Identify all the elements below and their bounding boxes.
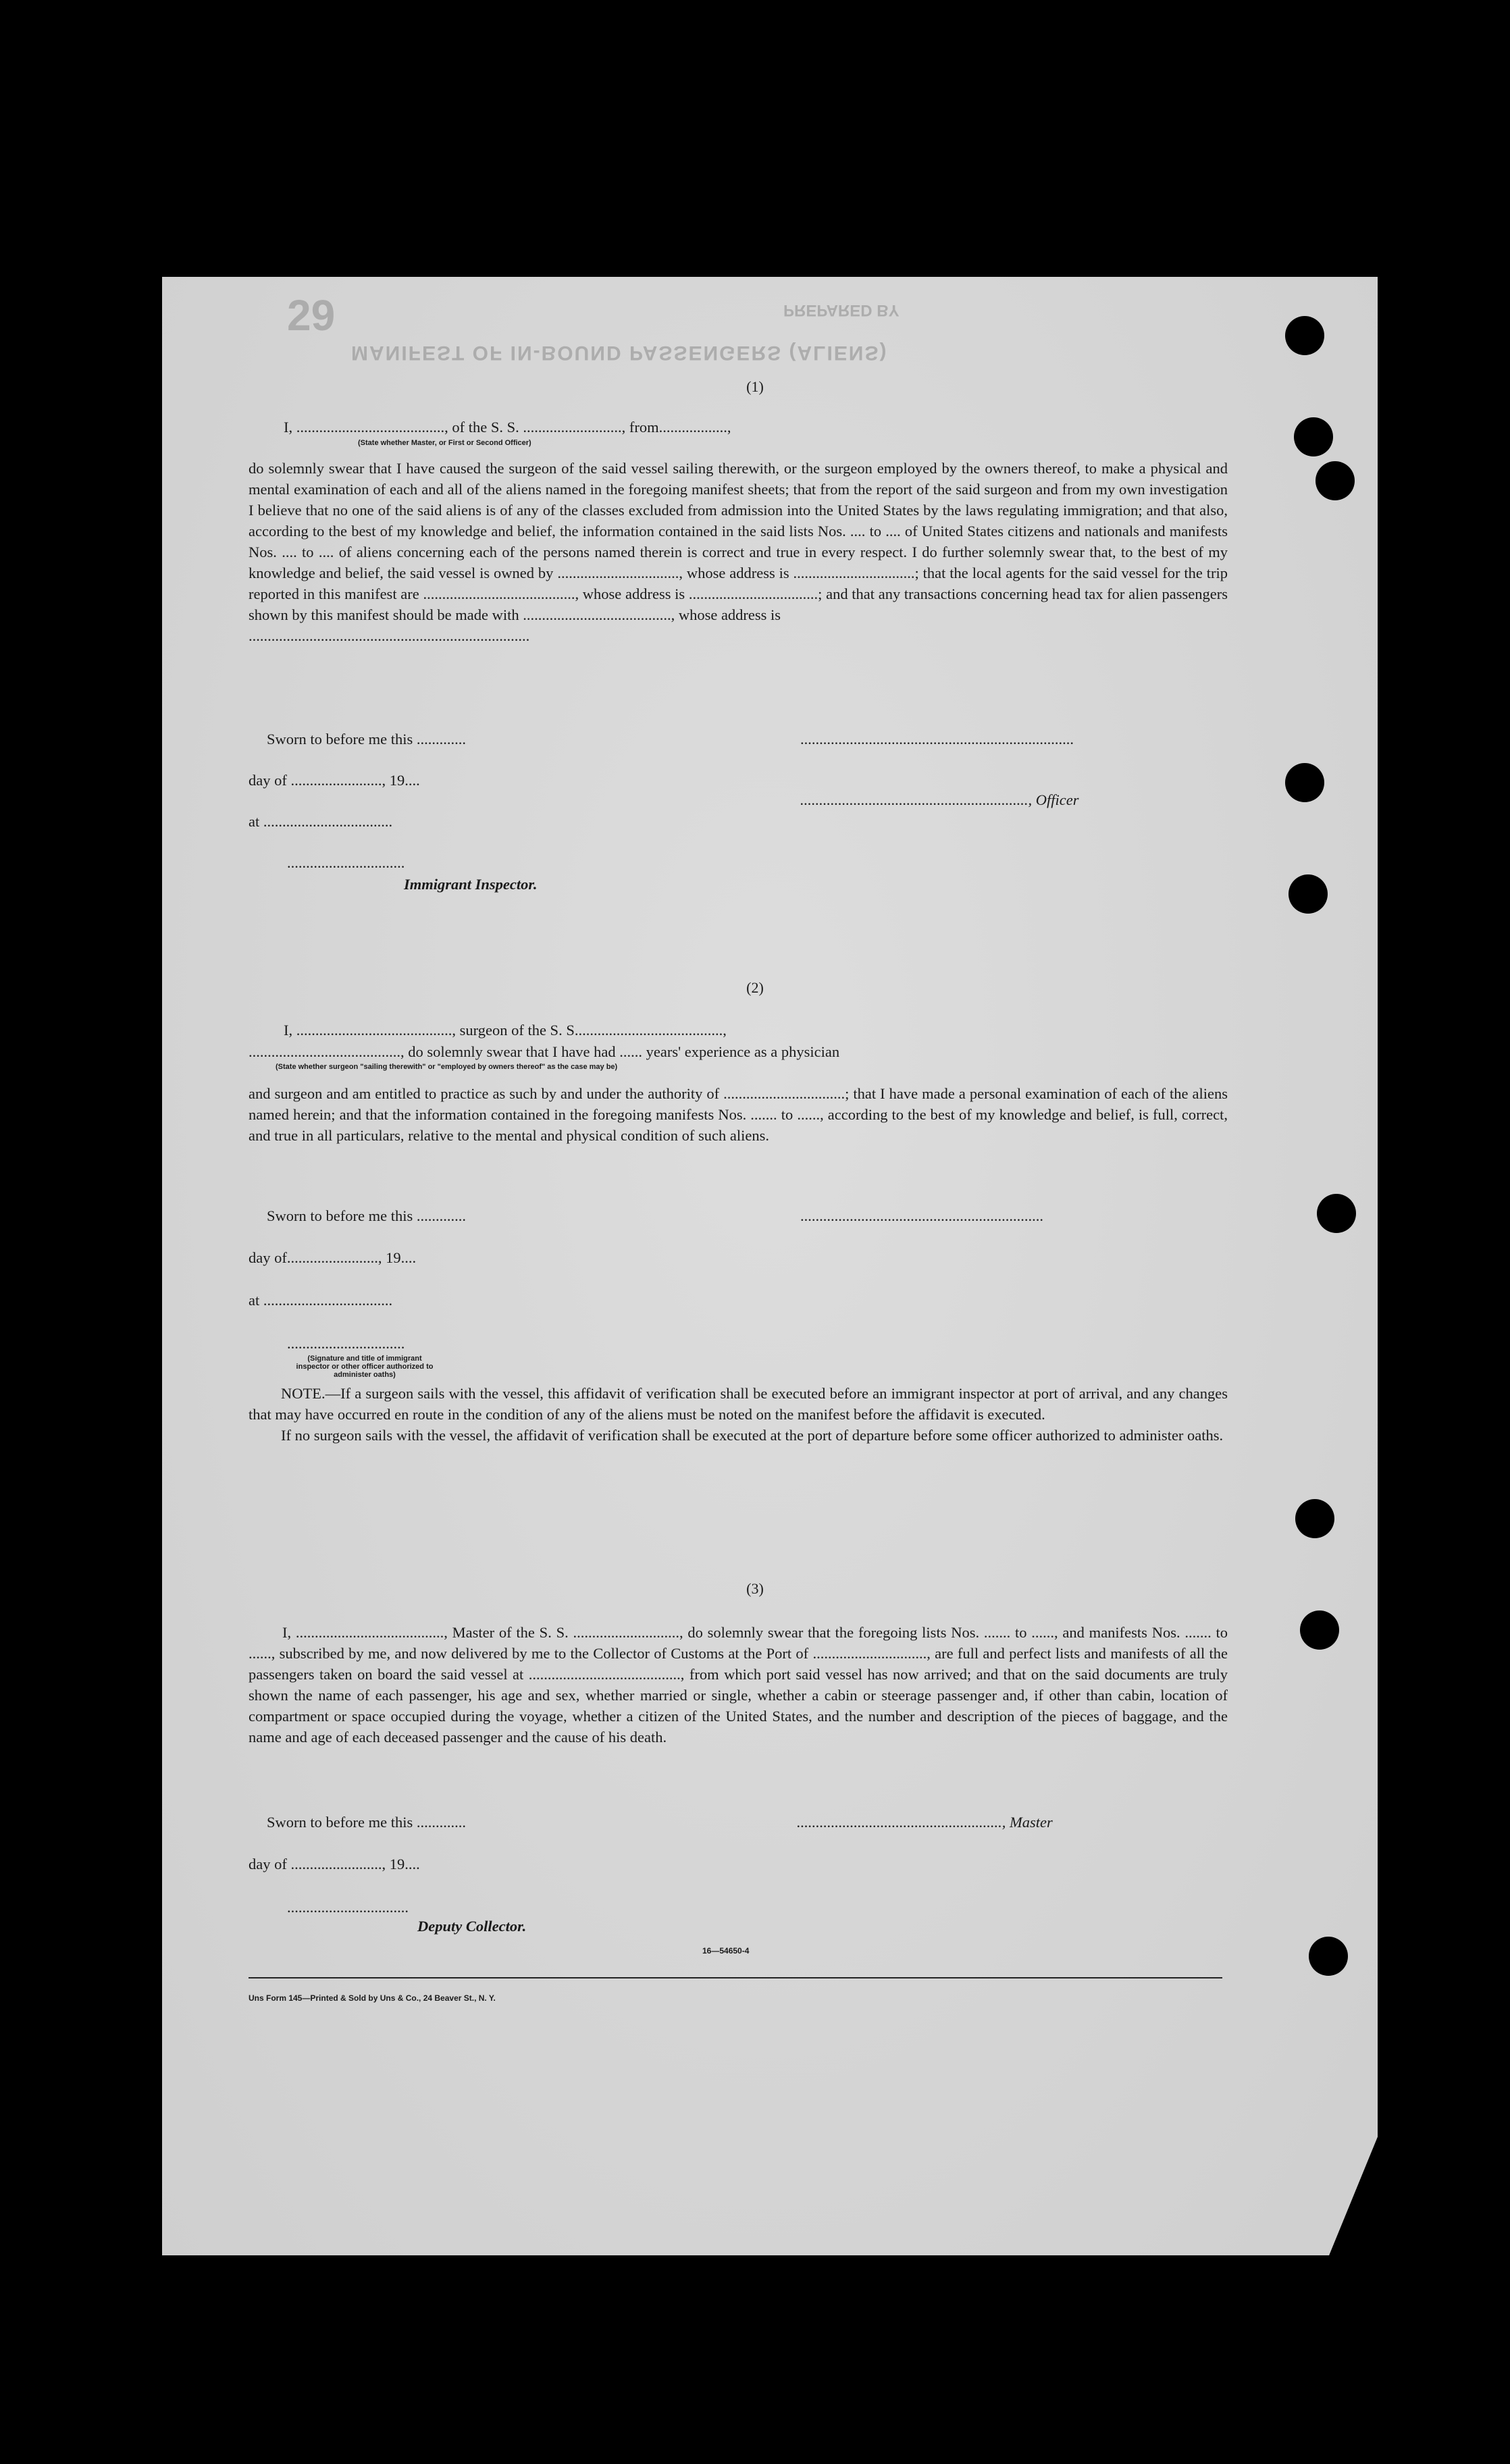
inspector-label: Immigrant Inspector. — [404, 876, 538, 893]
page-number: 29 — [287, 291, 336, 340]
officer-line-text: ............................................................, Officer — [800, 791, 1079, 808]
right-signature-dots-1: ........................................................................ — [800, 731, 1074, 748]
form-code: 16—54650-4 — [702, 1946, 750, 1956]
officer-hint: (State whether Master, or First or Second Officer) — [358, 439, 531, 447]
signature-hint-text: (Signature and title of immigrant inspector or other officer authorized to administer oaths) — [296, 1355, 434, 1379]
section-1-body: do solemnly swear that I have caused the surgeon of the said vessel sailing therewith, or the surgeon employed by the owners thereof, to make a physical and mental examination of each and all of the aliens named in the foregoing manifest sheets; that from the report of the said surgeon and from my own investigation I believe that no one of the said aliens is of any of the classes excluded from admission into the United States by the laws regulating immigration; and that also, according to the best of my knowledge and belief, the information contained in the said lists Nos. .... to .... of United States citizens and nationals and manifests Nos. .... to .... of aliens concerning each of the persons named therein is correct and true in every respect. I do further solemnly swear that, to the best of my knowledge and belief, the said vessel is owned by ................................, whose address is ................................; that the local agents for the said vessel for the trip reported in this manifest are ........................................, whose address is ..................................; and that any transactions concerning head tax for alien passengers shown by this manifest should be made with ......................................., whose address is — [249, 460, 1228, 623]
manifest-title: MANIFEST OF IN-BOUND PASSENGERS (ALIENS) — [351, 342, 888, 364]
day-of-line-3: day of ........................, 19.... — [249, 1856, 420, 1872]
day-of-line-2: day of........................, 19.... — [249, 1249, 417, 1266]
section-2-line-2: ........................................, do solemnly swear that I have had ...... years' experience as a physician — [249, 1043, 840, 1060]
section-3-number: (3) — [746, 1580, 764, 1597]
footer-divider — [249, 1977, 1222, 1978]
section-1-number: (1) — [746, 378, 764, 395]
section-2-number: (2) — [746, 979, 764, 996]
day-of-line-1: day of ........................, 19.... — [249, 772, 420, 789]
sworn-line-3: Sworn to before me this ............. — [267, 1814, 466, 1831]
surgeon-hint: (State whether surgeon "sailing therewith" or "employed by owners thereof" as the case may be) — [276, 1063, 618, 1071]
right-signature-dots-2: ................................................................ — [800, 1207, 1043, 1224]
printer-imprint: Uns Form 145—Printed & Sold by Uns & Co., 24 Beaver St., N. Y. — [249, 1993, 496, 2003]
note-1: NOTE.—If a surgeon sails with the vessel, this affidavit of verification shall be executed before an immigrant inspector at port of arrival, and any changes that may have occurred en route in the condition of any of the aliens must be noted on the manifest before the affidavit is executed. — [249, 1385, 1228, 1423]
section-1-opening: I, ......................................., of the S. S. .........................., from.................., — [284, 419, 731, 436]
deputy-collector-label: Deputy Collector. — [417, 1918, 527, 1935]
at-line-1: at .................................. — [249, 813, 393, 830]
at-line-2: at .................................. — [249, 1292, 393, 1309]
inspector-signature-dots: ............................... — [287, 854, 405, 871]
prepared-by-label: PREPARED BY — [783, 301, 900, 319]
section-2-line-1: I, ........................................., surgeon of the S. S......................................., — [284, 1022, 727, 1039]
master-line: ......................................................, Master — [797, 1814, 1053, 1831]
section-3-oath: I, ......................................., Master of the S. S. ............................, do solemnly swear that the foregoing lists Nos. ....... to ......, and manifests Nos. ....... to ......, subscribed by me, and now delivered by me to the Collector of Customs at the Port of .............................., are full and perfect lists and manifests of all the passengers taken on board the said vessel at ........................................, from which port said vessel has now arrived; and that on the said documents are truly shown the name of each passenger, his age and sex, whether married or single, whether a cabin or steerage passenger and, if other than cabin, location of compartment or space occupied during the voyage, whether a citizen of the United States, and the number and description of the pieces of baggage, and the name and age of each deceased passenger and the cause of his death. — [249, 1624, 1228, 1746]
inspector-signature-dots-2: ............................... — [287, 1335, 405, 1352]
sworn-line-2: Sworn to before me this ............. — [267, 1207, 466, 1224]
note-2: If no surgeon sails with the vessel, the affidavit of verification shall be executed at the port of departure before some officer authorized to administer oaths. — [281, 1427, 1224, 1444]
section-1-trailing-dots: .......................................................................... — [249, 627, 530, 644]
section-2-oath: and surgeon and am entitled to practice as such by and under the authority of ................................; that I have made a personal examination of each of the aliens named herein; and that the information contained in the foregoing manifests Nos. ....... to ......, according to the best of my knowledge and belief, is full, correct, and true in all particulars, relative to the mental and physical condition of such aliens. — [249, 1085, 1228, 1144]
collector-signature-dots: ................................ — [287, 1899, 409, 1916]
sworn-line-1: Sworn to before me this ............. — [267, 731, 466, 748]
